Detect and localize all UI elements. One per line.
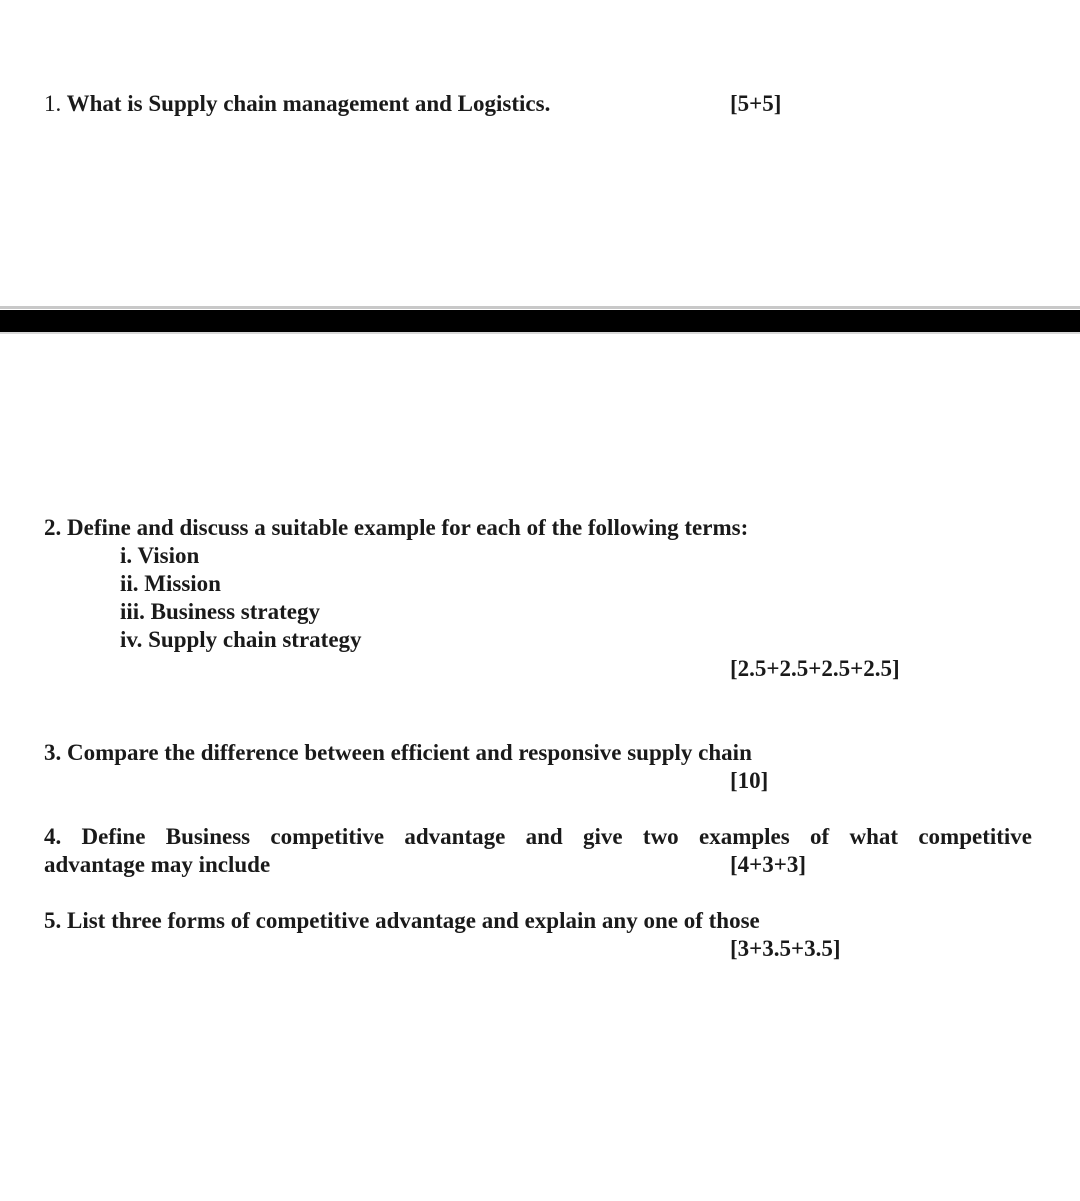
question-4-marks: [4+3+3] [730, 852, 807, 877]
question-1 [44, 90, 550, 118]
question-3-marks: [10] [730, 768, 769, 793]
question-2-text: 2. Define and discuss a suitable example for each of the following terms: [44, 515, 749, 540]
divider-shadow [0, 306, 1080, 309]
question-4-line-1 [44, 823, 1032, 851]
question-1-text: What is Supply chain management and Logistics. [66, 91, 551, 116]
question-4-line-1-text: 4. Define Business competitive advantage and give two examples of what competitive [44, 824, 1032, 849]
question-2-item: iii. Business strategy [120, 599, 320, 624]
question-2-item: ii. Mission [120, 571, 221, 596]
divider-edge [0, 332, 1080, 334]
question-4-line-2: advantage may include [44, 852, 271, 877]
question-1-number: 1. [44, 91, 62, 116]
question-3-text: 3. Compare the difference between efficient and responsive supply chain [44, 740, 752, 765]
question-5-text: 5. List three forms of competitive advantage and explain any one of those [44, 908, 760, 933]
question-2-item: i. Vision [120, 543, 200, 568]
question-5-marks: [3+3.5+3.5] [730, 936, 841, 961]
question-2-marks: [2.5+2.5+2.5+2.5] [730, 656, 900, 681]
page-divider [0, 310, 1080, 332]
question-2-item: iv. Supply chain strategy [120, 627, 362, 652]
question-1-marks: [5+5] [730, 91, 782, 116]
